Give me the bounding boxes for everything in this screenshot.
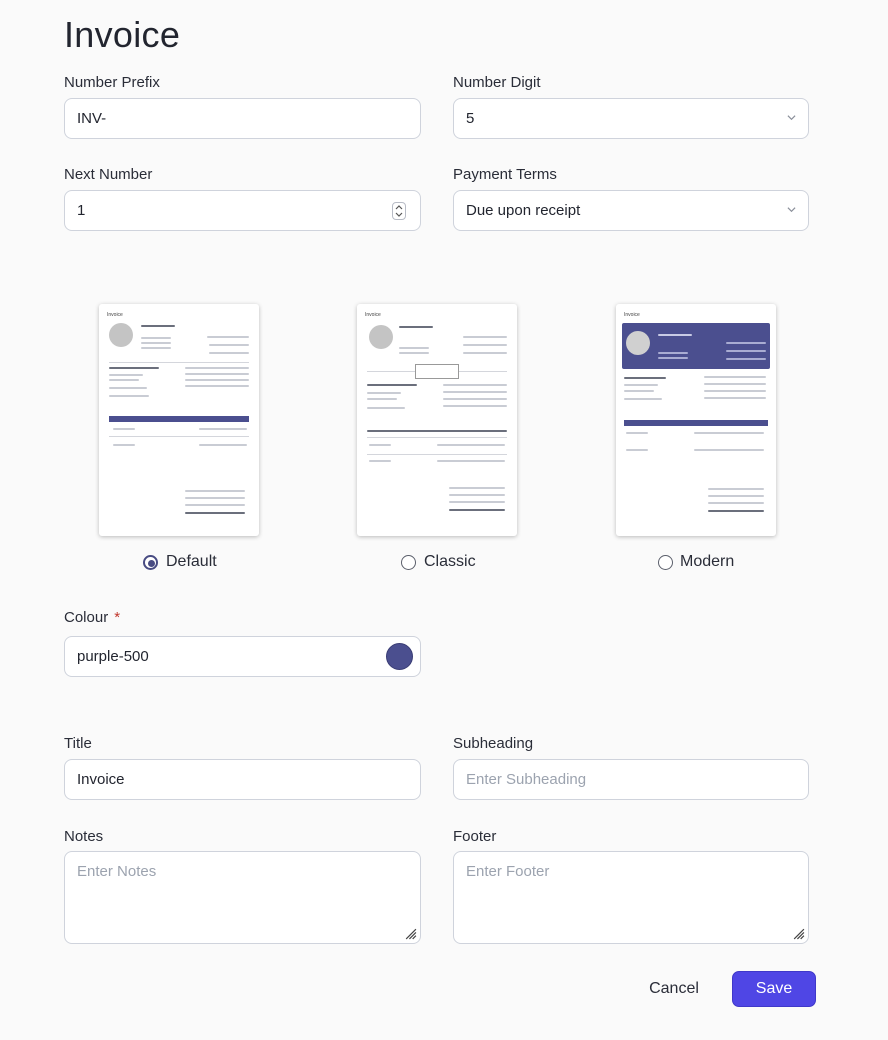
page-title: Invoice <box>64 14 181 55</box>
notes-placeholder: Enter Notes <box>77 863 157 880</box>
notes-textarea[interactable] <box>64 851 421 944</box>
template-thumbnail-modern[interactable] <box>616 304 776 536</box>
colour-picker-input[interactable] <box>64 636 421 677</box>
thumbnail-caption: Invoice <box>624 312 640 318</box>
thumbnail-invoice-number-box <box>415 364 459 379</box>
title-label: Title <box>64 735 92 752</box>
number-stepper[interactable] <box>392 202 406 220</box>
thumbnail-logo-placeholder <box>109 323 133 347</box>
number-digit-select[interactable] <box>453 98 809 139</box>
payment-terms-label: Payment Terms <box>453 166 557 183</box>
resize-handle-icon[interactable] <box>404 927 417 940</box>
number-digit-value: 5 <box>466 110 475 127</box>
title-input[interactable] <box>64 759 421 800</box>
required-asterisk: * <box>114 609 121 626</box>
template-radio-default[interactable] <box>143 555 158 570</box>
next-number-input[interactable] <box>64 190 421 231</box>
template-label-default[interactable]: Default <box>166 553 217 570</box>
colour-swatch[interactable] <box>386 643 413 670</box>
colour-label <box>64 609 120 626</box>
chevron-down-icon <box>787 113 796 122</box>
number-prefix-input[interactable] <box>64 98 421 139</box>
subheading-placeholder: Enter Subheading <box>466 771 587 788</box>
next-number-label: Next Number <box>64 166 153 183</box>
thumbnail-table-header <box>109 416 249 422</box>
footer-placeholder: Enter Footer <box>466 863 550 880</box>
chevron-down-icon <box>787 205 796 214</box>
subheading-label: Subheading <box>453 735 534 752</box>
resize-handle-icon[interactable] <box>792 927 805 940</box>
number-prefix-label: Number Prefix <box>64 74 160 91</box>
cancel-button[interactable]: Cancel <box>636 972 712 1006</box>
template-label-classic[interactable]: Classic <box>424 553 476 570</box>
number-prefix-value: INV- <box>77 110 107 127</box>
next-number-value: 1 <box>77 202 86 219</box>
footer-textarea[interactable] <box>453 851 809 944</box>
thumbnail-logo-placeholder <box>369 325 393 349</box>
notes-label: Notes <box>64 828 104 845</box>
subheading-input[interactable] <box>453 759 809 800</box>
colour-label-text: Colour <box>64 609 109 626</box>
title-value: Invoice <box>77 771 125 788</box>
template-thumbnail-default[interactable] <box>99 304 259 536</box>
colour-value: purple-500 <box>77 648 149 665</box>
template-thumbnail-classic[interactable] <box>357 304 517 536</box>
payment-terms-value: Due upon receipt <box>466 202 581 219</box>
template-radio-classic[interactable] <box>401 555 416 570</box>
thumbnail-table-header <box>624 420 768 426</box>
save-button[interactable]: Save <box>732 971 816 1007</box>
thumbnail-caption: Invoice <box>365 312 381 318</box>
payment-terms-select[interactable] <box>453 190 809 231</box>
footer-label: Footer <box>453 828 497 845</box>
thumbnail-logo-placeholder <box>626 331 650 355</box>
stepper-arrows-icon <box>393 203 405 219</box>
thumbnail-caption: Invoice <box>107 312 123 318</box>
template-radio-modern[interactable] <box>658 555 673 570</box>
number-digit-label: Number Digit <box>453 74 541 91</box>
template-label-modern[interactable]: Modern <box>680 553 735 570</box>
